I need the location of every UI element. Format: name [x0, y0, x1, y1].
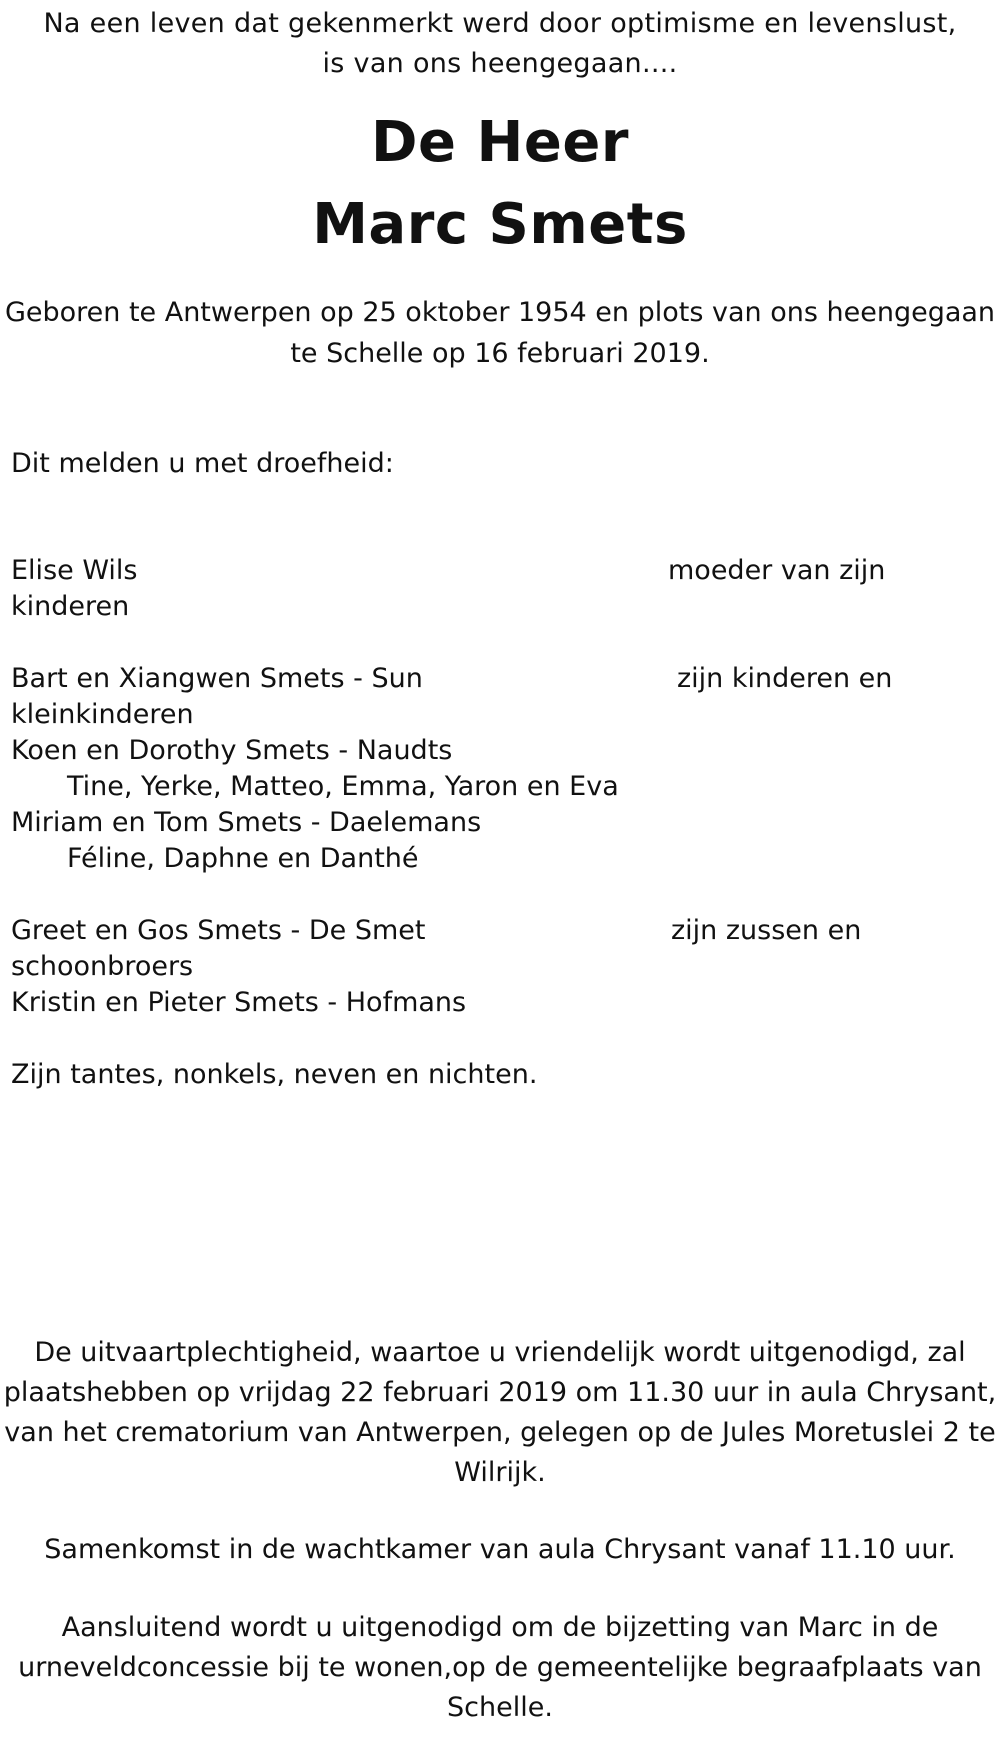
family-member-kristin: Kristin en Pieter Smets - Hofmans	[11, 987, 467, 1018]
ceremony-line-4: Wilrijk.	[454, 1457, 546, 1488]
interment-line-3: Schelle.	[447, 1692, 553, 1723]
grandchildren-miriam: Féline, Daphne en Danthé	[67, 843, 419, 874]
honorific-title: De Heer	[371, 110, 629, 175]
interment-info	[0, 1608, 1000, 1728]
birth-line-2: te Schelle op 16 februari 2019.	[290, 338, 710, 369]
deceased-name: Marc Smets	[312, 192, 688, 257]
family-member-koen: Koen en Dorothy Smets - Naudts	[11, 735, 453, 766]
birth-death-info	[0, 292, 1000, 374]
ceremony-line-1: De uitvaartplechtigheid, waartoe u vriendelijk wordt uitgenodigd, zal	[34, 1337, 966, 1368]
gathering-info: Samenkomst in de wachtkamer van aula Chrysant vanaf 11.10 uur.	[44, 1534, 956, 1565]
extended-family: Zijn tantes, nonkels, neven en nichten.	[11, 1059, 538, 1090]
ceremony-line-3: van het crematorium van Antwerpen, gelegen op de Jules Moretuslei 2 te	[4, 1417, 996, 1448]
relation-children: zijn kinderen en	[677, 663, 893, 694]
relation-elise: moeder van zijn	[668, 555, 886, 586]
relation-sisters: zijn zussen en	[671, 915, 862, 946]
announcement: Dit melden u met droefheid:	[11, 448, 394, 479]
intro-text	[0, 4, 1000, 84]
relation-sisters-cont: schoonbroers	[11, 951, 194, 982]
family-member-miriam: Miriam en Tom Smets - Daelemans	[11, 807, 482, 838]
grandchildren-koen: Tine, Yerke, Matteo, Emma, Yaron en Eva	[67, 771, 619, 802]
family-member-elise: Elise Wils	[11, 555, 138, 586]
relation-elise-cont: kinderen	[11, 591, 130, 622]
birth-line-1: Geboren te Antwerpen op 25 oktober 1954 en plots van ons heengegaan	[4, 297, 996, 328]
relation-children-cont: kleinkinderen	[11, 699, 194, 730]
family-member-greet: Greet en Gos Smets - De Smet	[11, 915, 426, 946]
interment-line-1: Aansluitend wordt u uitgenodigd om de bijzetting van Marc in de	[61, 1612, 939, 1643]
interment-line-2: urneveldconcessie bij te wonen,op de gemeentelijke begraafplaats van	[18, 1652, 982, 1683]
family-member-bart: Bart en Xiangwen Smets - Sun	[11, 663, 423, 694]
ceremony-info	[0, 1333, 1000, 1493]
ceremony-line-2: plaatshebben op vrijdag 22 februari 2019 om 11.30 uur in aula Chrysant,	[3, 1377, 997, 1408]
intro-line-2: is van ons heengegaan....	[322, 48, 678, 79]
intro-line-1: Na een leven dat gekenmerkt werd door optimisme en levenslust,	[43, 8, 957, 39]
